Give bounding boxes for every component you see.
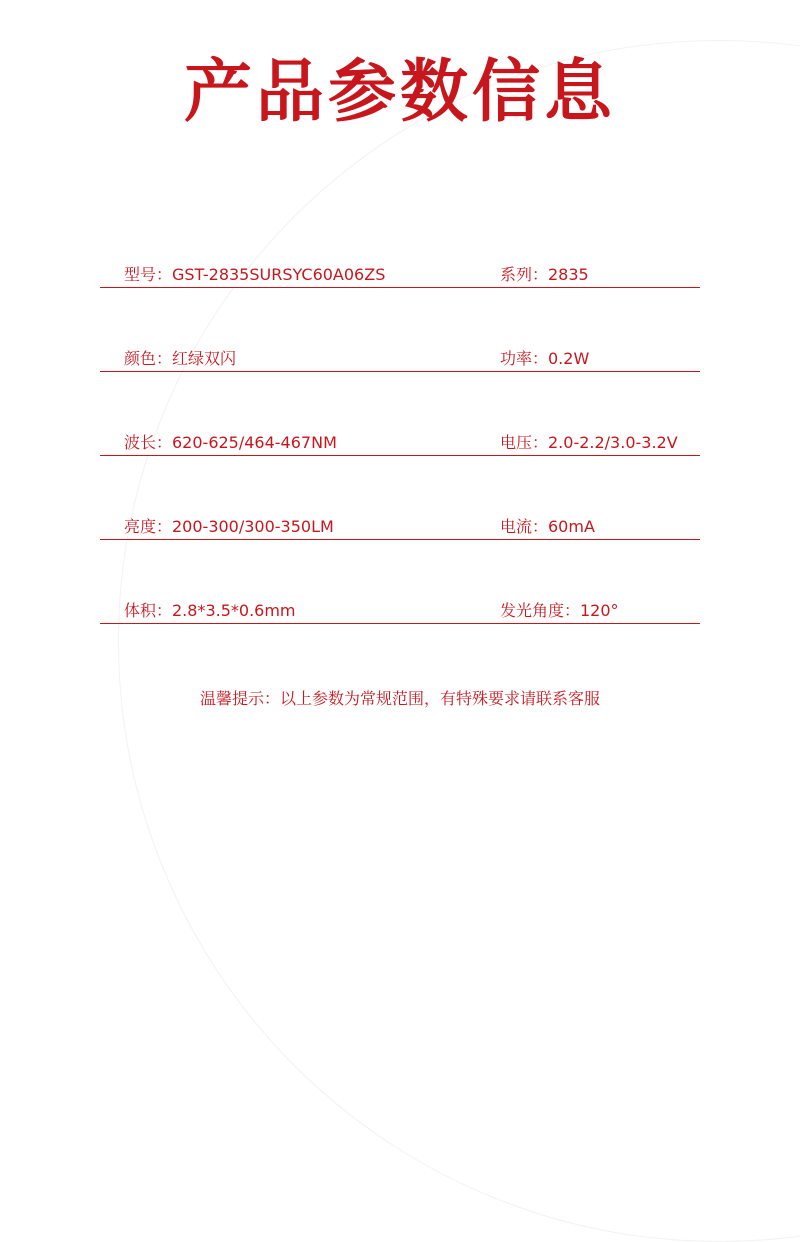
spec-color: 颜色：红绿双闪 <box>124 349 237 368</box>
page-title: 产品参数信息 <box>183 53 616 132</box>
spec-row-wavelength <box>100 408 700 492</box>
spec-current: 电流：60mA <box>500 517 595 536</box>
spec-wavelength: 波长：620-625/464-467NM <box>124 433 337 452</box>
spec-row-brightness <box>100 492 700 576</box>
divider <box>100 287 700 288</box>
spec-model: 型号：GST-2835SURSYC60A06ZS <box>124 265 386 284</box>
spec-row-color <box>100 324 700 408</box>
divider <box>100 539 700 540</box>
spec-row-size <box>100 576 700 660</box>
spec-power: 功率：0.2W <box>500 349 590 368</box>
spec-angle: 发光角度：120° <box>500 601 619 620</box>
spec-brightness: 亮度：200-300/300-350LM <box>124 517 334 536</box>
spec-size: 体积：2.8*3.5*0.6mm <box>124 601 296 620</box>
spec-series: 系列：2835 <box>500 265 589 284</box>
divider <box>100 455 700 456</box>
spec-row-model <box>100 240 700 324</box>
spec-voltage: 电压：2.0-2.2/3.0-3.2V <box>500 433 678 452</box>
footer-note: 温馨提示：以上参数为常规范围，有特殊要求请联系客服 <box>199 689 600 708</box>
divider <box>100 371 700 372</box>
spec-table <box>100 240 700 660</box>
divider <box>100 623 700 624</box>
